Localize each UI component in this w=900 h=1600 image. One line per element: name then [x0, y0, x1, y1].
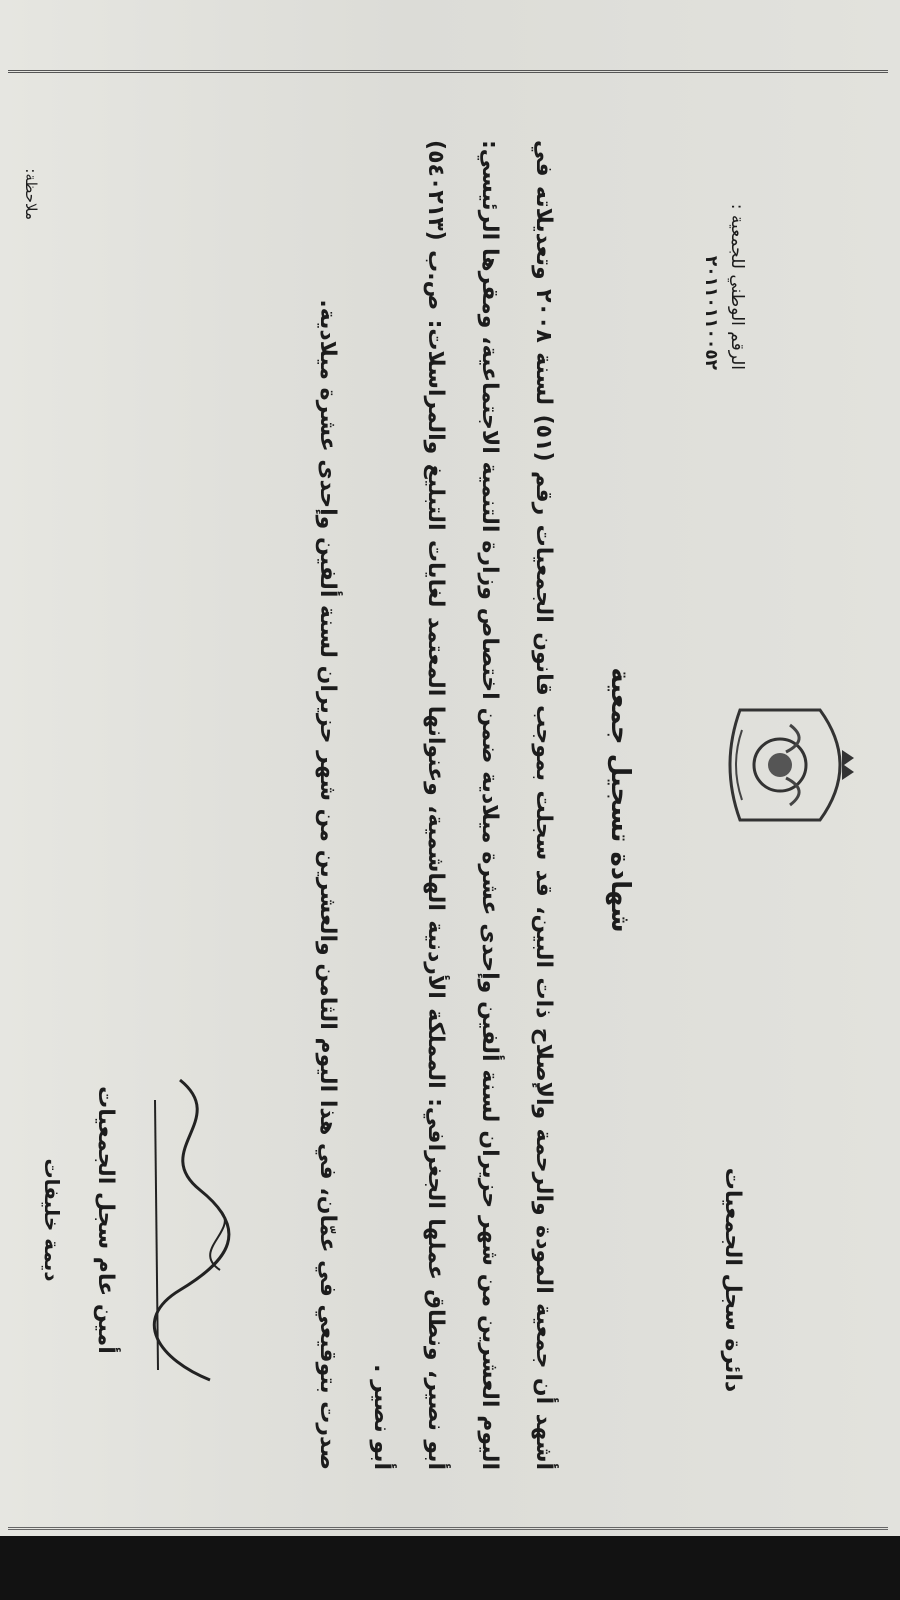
frame-border-left [8, 70, 888, 79]
certificate [0, 70, 900, 1530]
signatory-name: ديمة خليفات [40, 1158, 64, 1282]
national-number [698, 140, 750, 370]
certificate-body [300, 140, 570, 1470]
frame-border-right [8, 1521, 888, 1530]
note-label: ملاحظة: [22, 168, 40, 220]
national-number-label: الرقم الوطني للجمعية : [727, 203, 747, 370]
issue-paragraph: صدرت بتوقيعي في عمّان، في هذا اليوم الثامن والعشرين من شهر حزيران لسنة ألفين وإحدى عشرة ميلادية. [315, 299, 340, 1470]
background-edge [0, 1536, 900, 1600]
signatory-title: أمين عام سجل الجمعيات [93, 1086, 118, 1354]
national-number-value: ٢٠١١٠١١٠٠٥٢ [701, 255, 721, 370]
signature-block [10, 1020, 250, 1420]
certificate-title: شهادة تسجيل جمعية [605, 667, 635, 933]
department-title: دائرة سجل الجمعيات [720, 1167, 745, 1393]
body-paragraph: أشهد أن جمعية المودة والرحمة والإصلاح ذات البين، قد سجلت بموجب قانون الجمعيات رقم (٥١) لسنة ٢٠٠٨ وتعديلاته في اليوم العشرين من شهر حزيران لسنة ألفين وإحدى عشرة ميلادية ضمن اختصاص وزارة التنمية الاجتماعية، ومقرها الرئيسي: أبو نصير، ونطاق عملها الجغرافي: المملكة الأردنية الهاشمية، وعنوانها المعتمد لغايات التبليغ والمراسلات: ص.ب (٥٤٠٢١٣) أبو نصير . [369, 140, 556, 1470]
handwritten-signature [130, 1060, 250, 1400]
jordan-emblem-icon [710, 690, 860, 840]
